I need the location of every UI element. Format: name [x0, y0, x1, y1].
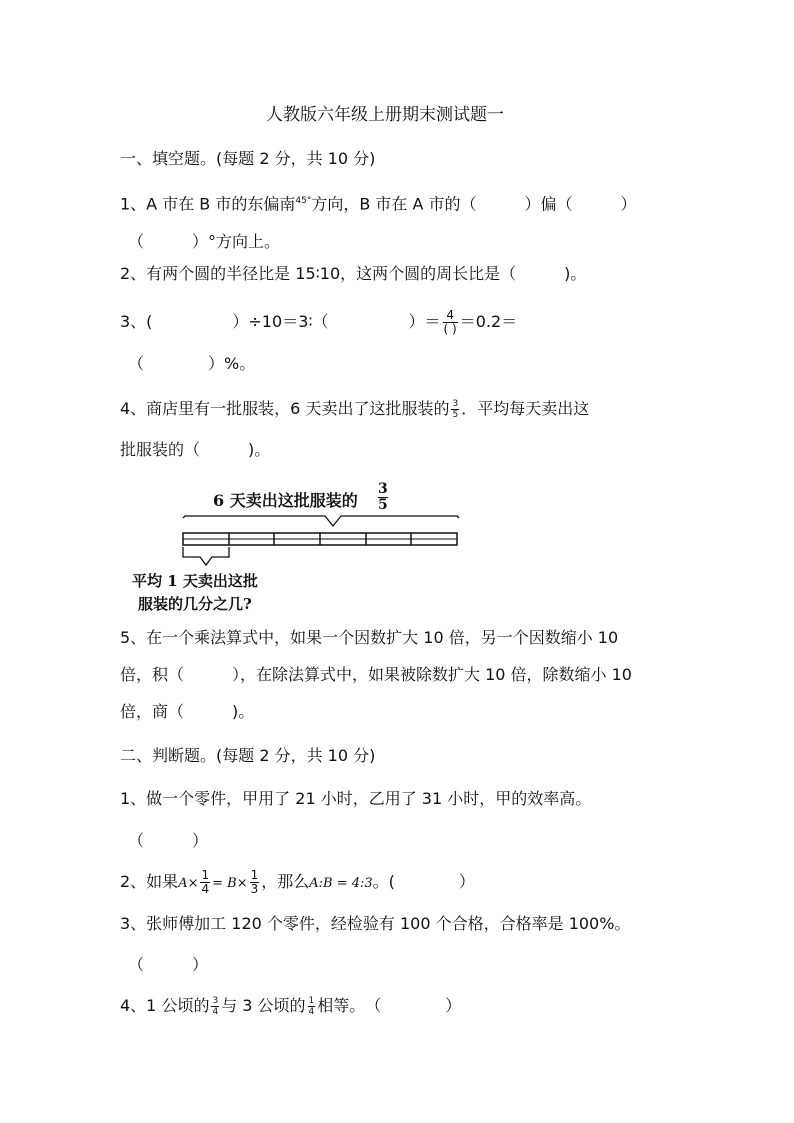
q1-text-a: 1、A 市在 B 市的东偏南 — [120, 194, 296, 214]
q3-line2: （ ）%。 — [128, 354, 256, 373]
q4-text-b: ．平均每天卖出这 — [461, 399, 590, 418]
j4-text-c: 相等。 （ ） — [317, 996, 462, 1015]
j3-line1: 3、张师傅加工 120 个零件，经检验有 100 个合格，合格率是 100%。 — [120, 914, 631, 933]
j2-f2-den: 3 — [250, 882, 259, 896]
q3-line1 — [120, 309, 517, 336]
segment-diagram — [120, 480, 480, 620]
q1-line1 — [120, 190, 637, 215]
j2-fraction-1 — [200, 869, 210, 896]
q4-frac-num: 3 — [452, 399, 459, 409]
diagram-bottom-label-2: 服装的几分之几? — [138, 595, 252, 613]
diagram-bottom-label-1: 平均 1 天卖出这批 — [132, 572, 258, 590]
section1-heading: 一、填空题。(每题 2 分，共 10 分) — [120, 149, 376, 168]
diagram-top-label: 6 天卖出这批服装的 — [213, 491, 358, 510]
page-title: 人教版六年级上册期末测试题一 — [266, 105, 504, 125]
q5-line1: 5、在一个乘法算式中，如果一个因数扩大 10 倍，另一个因数缩小 10 — [120, 628, 619, 647]
q2: 2、有两个圆的半径比是 15∶10，这两个圆的周长比是（ )。 — [120, 264, 587, 283]
j3-line2: （ ） — [128, 955, 209, 974]
q1-text-b: 方向，B 市在 A 市的（ ）偏（ ） — [311, 194, 637, 214]
diagram-top-fraction — [378, 482, 388, 513]
q5-line3: 倍，商（ )。 — [120, 702, 255, 721]
q4-fraction — [451, 399, 459, 420]
j4-f2-num: 1 — [308, 996, 315, 1006]
q4-line1 — [120, 398, 589, 420]
j4-f1-num: 3 — [212, 996, 219, 1006]
q5-line2: 倍，积（ ），在除法算式中，如果被除数扩大 10 倍，除数缩小 10 — [120, 665, 632, 684]
j2-math-c: A:B = 4:3 — [309, 876, 373, 891]
q4-line2: 批服装的（ )。 — [120, 440, 271, 459]
j1-line2: （ ） — [128, 831, 209, 850]
q3-frac-num: 4 — [443, 309, 458, 323]
j2 — [120, 869, 475, 896]
q1-degree: 45° — [295, 196, 312, 206]
j1-line1: 1、做一个零件，甲用了 21 小时，乙用了 31 小时，甲的效率高。 — [120, 789, 592, 808]
j2-f2-num: 1 — [250, 868, 259, 882]
q3-text-b: ＝0.2＝ — [459, 312, 518, 331]
j4-fraction-1 — [211, 996, 219, 1017]
q1-blank: （ ） — [128, 232, 209, 251]
j2-text-c: 。( ） — [372, 872, 475, 891]
j2-text-a: 2、如果 — [120, 872, 179, 891]
j4-text-a: 4、1 公顷的 — [120, 996, 210, 1015]
q4-frac-den: 5 — [452, 410, 459, 420]
diagram-frac-den: 5 — [378, 497, 388, 513]
j2-text-b: ，那么 — [261, 872, 310, 891]
q1-line2 — [128, 231, 280, 253]
j4-f1-den: 4 — [212, 1007, 219, 1017]
q4-text-a: 4、商店里有一批服装，6 天卖出了这批服装的 — [120, 399, 450, 418]
j2-f1-num: 1 — [201, 868, 210, 882]
j2-math-b: = B× — [212, 876, 248, 891]
section2-heading: 二、判断题。(每题 2 分，共 10 分) — [120, 746, 376, 765]
j2-f1-den: 4 — [201, 882, 210, 896]
j2-math-a: A× — [178, 876, 199, 891]
j4 — [120, 995, 461, 1017]
q3-frac-den: ( ) — [443, 322, 457, 336]
q3-text-a: 3、( ）÷10＝3∶（ ）＝ — [120, 312, 441, 331]
j4-f2-den: 4 — [308, 1007, 315, 1017]
q1-text-c: °方向上。 — [208, 232, 281, 251]
diagram-frac-num: 3 — [378, 481, 388, 497]
j4-fraction-2 — [308, 996, 316, 1017]
j2-fraction-2 — [250, 869, 260, 896]
j4-text-b: 与 3 公顷的 — [221, 996, 306, 1015]
q3-fraction — [443, 309, 458, 336]
